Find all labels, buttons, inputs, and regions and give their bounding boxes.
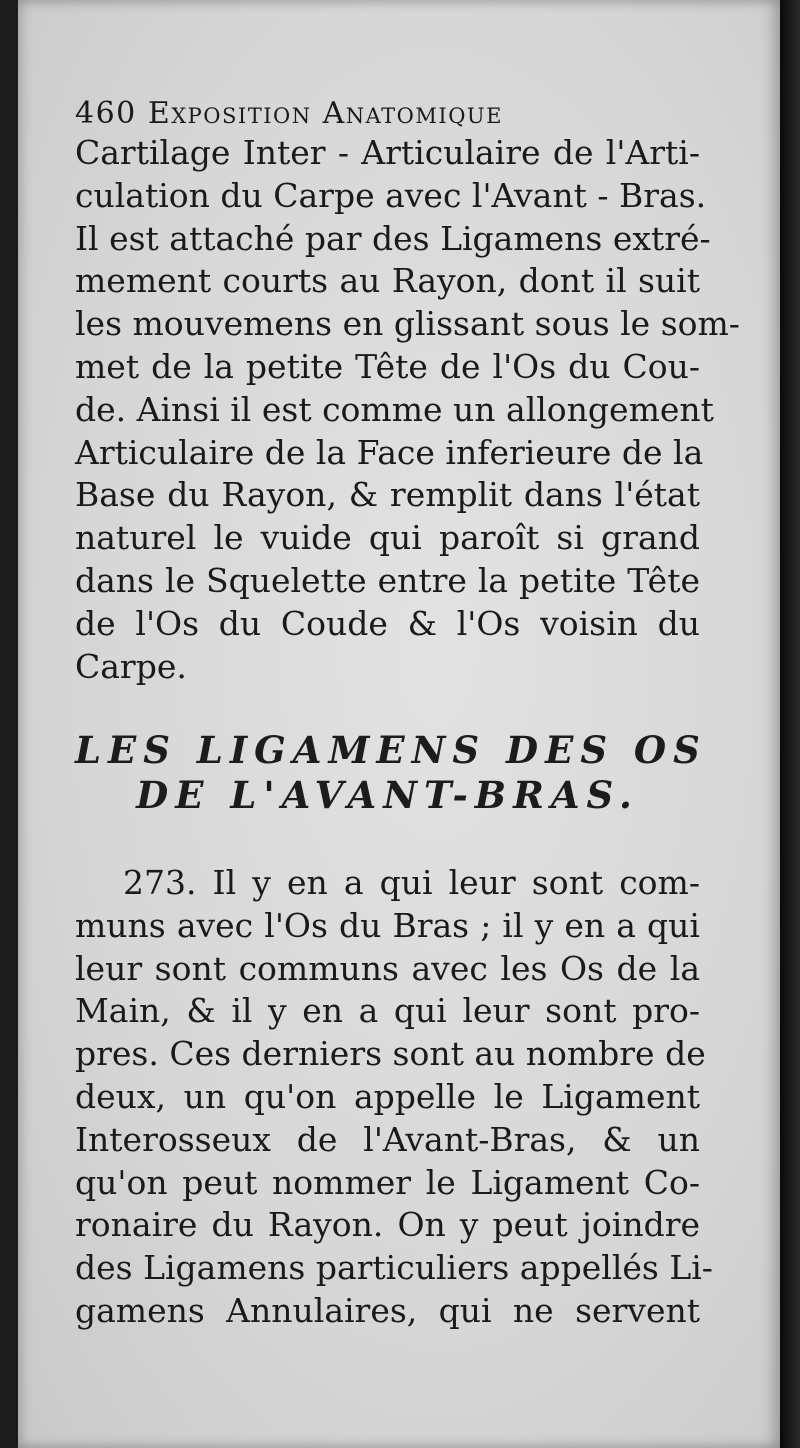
heading-line: LES LIGAMENS DES OS: [75, 728, 707, 772]
text-line: 273. Il y en a qui leur sont com-: [123, 863, 700, 902]
running-title: Exposition Anatomique: [147, 96, 503, 131]
text-line: de. Ainsi il est comme un allongement: [75, 389, 714, 429]
text-line: des Ligamens particuliers appellés Li-: [75, 1248, 713, 1288]
text-line: muns avec l'Os du Bras ; il y en a qui: [75, 905, 700, 945]
text-line: Main, & il y en a qui leur sont pro-: [75, 991, 700, 1031]
text-line: naturel le vuide qui paroît si grand: [75, 518, 700, 558]
heading-line: DE L'AVANT-BRAS.: [136, 773, 639, 817]
text-line: Interosseux de l'Avant-Bras, & un: [75, 1119, 700, 1159]
text-line: Cartilage Inter - Articulaire de l'Arti-: [75, 133, 700, 172]
paragraph-1: [75, 132, 740, 688]
text-line: ronaire du Rayon. On y peut joindre: [75, 1205, 700, 1245]
page-edge-shadow: [780, 0, 800, 1448]
text-line: de l'Os du Coude & l'Os voisin du: [75, 603, 700, 643]
section-heading: [75, 728, 707, 818]
text-line: dans le Squelette entre la petite Tête: [75, 560, 700, 600]
text-line: leur sont communs avec les Os de la: [75, 948, 700, 988]
page-number: 460: [75, 96, 137, 131]
text-line: met de la petite Tête de l'Os du Cou-: [75, 346, 700, 386]
text-line: les mouvemens en glissant sous le som-: [75, 304, 740, 344]
text-line: Carpe.: [75, 646, 187, 686]
running-head: [75, 92, 715, 136]
paragraph-2: [75, 862, 713, 1333]
text-line: culation du Carpe avec l'Avant - Bras.: [75, 175, 707, 215]
text-line: qu'on peut nommer le Ligament Co-: [75, 1162, 700, 1202]
text-line: Articulaire de la Face inferieure de la: [75, 432, 704, 472]
text-line: gamens Annulaires, qui ne servent: [75, 1290, 700, 1330]
text-line: deux, un qu'on appelle le Ligament: [75, 1076, 700, 1116]
text-line: mement courts au Rayon, dont il suit: [75, 261, 700, 301]
text-line: Il est attaché par des Ligamens extré-: [75, 218, 711, 258]
text-line: pres. Ces derniers sont au nombre de: [75, 1034, 706, 1074]
text-line: Base du Rayon, & remplit dans l'état: [75, 475, 700, 515]
